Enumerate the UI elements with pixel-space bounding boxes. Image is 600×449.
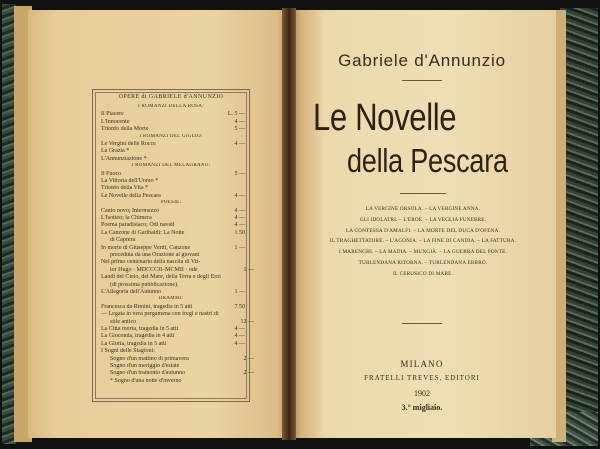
- works-list-item: [110, 378, 254, 384]
- works-item-price: L. 5 —: [227, 111, 245, 118]
- works-item-price: 4 —: [234, 215, 245, 221]
- works-item-price: 2 —: [243, 355, 254, 362]
- works-item-price: 1 —: [234, 289, 245, 295]
- works-item-title: La Vittoria dell'Uomo *: [101, 178, 159, 184]
- works-item-price: 4 —: [234, 207, 245, 214]
- works-section-heading: [96, 104, 246, 110]
- works-item-title: I ROMANZI DEL MELAGRANO:: [131, 163, 211, 169]
- works-item-price: 4 —: [234, 333, 245, 340]
- works-item-title: stile antico: [110, 318, 137, 325]
- works-list-item: [101, 333, 245, 339]
- imprint-year: 1902: [414, 389, 430, 398]
- works-section-heading: [96, 296, 246, 302]
- works-item-title: Nel primo centenario della nascita di Vit-: [101, 259, 201, 266]
- works-list-item: [101, 126, 245, 132]
- contents-line: LA CONTESSA D'AMALFI. – LA MORTE DEL DUCA D'OFENA.: [345, 227, 501, 234]
- works-list-item: [110, 267, 254, 273]
- contents-line: IL TRAGHETTATORE. – L'AGONIA. – LA FINE DI CANDIA. – LA FATTURA.: [329, 238, 517, 245]
- works-item-title: (di prossima pubblicazione).: [110, 281, 179, 288]
- works-item-title: POESIE:: [160, 200, 182, 206]
- works-list-item: [110, 319, 254, 325]
- works-list-item: [110, 237, 254, 243]
- works-list-item: [101, 156, 245, 162]
- works-item-title: La Gloria, tragedia in 5 atti: [101, 340, 167, 347]
- works-item-title: L'Annunziazione *: [101, 155, 147, 162]
- works-item-title: Sogno d'un meriggio d'estate: [110, 363, 180, 369]
- works-list-item: [101, 185, 245, 191]
- works-item-title: — Legata in vera pergamena con fregi e nastri di: [101, 311, 219, 318]
- works-list-item: [110, 282, 254, 288]
- works-item-title: DRAMMI:: [158, 296, 184, 302]
- works-list-item: [101, 148, 245, 154]
- works-item-title: tor Hugo · MDCCCII–MCMII · ode: [110, 266, 198, 273]
- title-line-2: della Pescara: [347, 142, 508, 179]
- works-list-item: [101, 193, 245, 199]
- works-list-item: [101, 311, 245, 317]
- title-rule: [400, 193, 446, 194]
- works-item-price: 5 —: [234, 170, 245, 177]
- works-list-item: [101, 348, 245, 354]
- works-list-item: [110, 252, 254, 258]
- author-name: Gabriele d'Annunzio: [338, 51, 506, 70]
- works-item-title: Le Novelle della Pescara: [101, 192, 161, 199]
- works-list-item: [101, 326, 245, 332]
- works-list-item: [101, 341, 245, 347]
- contents-line: LA VERGINE ORSOLA. – LA VERGINE ANNA.: [365, 206, 481, 212]
- works-item-price: 1 —: [234, 244, 245, 251]
- works-list-item: [110, 356, 254, 362]
- contents-rule: [402, 323, 442, 324]
- imprint-place: MILANO: [400, 359, 444, 369]
- works-list-item: [101, 230, 245, 236]
- works-item-price: 5 —: [234, 126, 245, 133]
- works-list-item: [101, 141, 245, 147]
- works-item-title: Sogno d'un tramonto d'autunno: [110, 370, 185, 377]
- works-list-item: [101, 304, 245, 310]
- works-item-title: I ROMANZI DEL GIGLIO:: [139, 133, 203, 139]
- contents-line: IL CERUSICO DI MARE.: [392, 270, 453, 277]
- works-item-title: I Sogni delle Stagioni:: [101, 348, 155, 355]
- works-item-title: Francesca da Rimini, tragedia in 5 atti: [101, 303, 193, 310]
- works-list-item: [101, 259, 245, 265]
- works-item-title: Canto novo; Intermezzo: [101, 207, 159, 214]
- contents-line: I MARENGHI. – LA MADIA. – MUNGIÀ. – LA GUERRA DEL PONTE.: [339, 249, 507, 256]
- works-item-title: Il Piacere: [101, 111, 124, 118]
- works-list-item: [101, 274, 245, 280]
- works-list-heading: OPERE di GABRIELE d'ANNUNZIO: [118, 94, 224, 100]
- works-item-title: L'Isottèo; la Chimera: [101, 215, 152, 221]
- works-item-title: di Caprera: [110, 237, 136, 244]
- works-section-heading: [96, 200, 246, 206]
- works-list-item: [101, 215, 245, 221]
- works-section-heading: [96, 134, 246, 140]
- works-item-title: Il Fuoco: [101, 170, 122, 177]
- works-list-item: [101, 111, 245, 117]
- works-item-price: 7 50: [234, 303, 245, 310]
- works-list-item: [101, 222, 245, 228]
- works-item-price: 2 —: [243, 370, 254, 377]
- works-item-price: 4 —: [234, 326, 245, 332]
- works-item-title: Le Vergini delle Rocce: [101, 141, 156, 147]
- works-item-title: La Città morta, tragedia in 5 atti: [101, 326, 179, 332]
- author-rule: [402, 80, 442, 81]
- works-item-title: Trionfo della Morte: [101, 126, 149, 133]
- works-item-price: 12 —: [240, 318, 254, 325]
- works-item-title: I ROMANZI DELLA ROSA:: [138, 104, 204, 109]
- works-list-item: [110, 370, 254, 376]
- imprint-publisher: FRATELLI TREVES, EDITORI: [364, 374, 480, 382]
- works-list-item: [101, 171, 245, 177]
- works-item-title: preceduta da una Orazione al giovani: [110, 252, 200, 258]
- edition-note: 3.° migliaio.: [401, 403, 443, 412]
- works-item-title: La Grazia *: [101, 148, 130, 155]
- works-item-title: Sogno d'un mattino di primavera: [110, 355, 189, 362]
- works-item-price: 1 50: [234, 229, 245, 236]
- works-item-title: La Canzone di Garibaldi: La Notte: [101, 229, 185, 236]
- works-list-item: [101, 119, 245, 125]
- works-item-title: L'Innocente: [101, 118, 130, 125]
- contents-line: TURLENDANA RITORNA. – TURLENDANA EBBRO.: [358, 260, 488, 266]
- works-item-price: 1 —: [243, 266, 254, 273]
- works-item-title: In morte di Giuseppe Verdi, Canzone: [101, 244, 191, 251]
- works-item-price: 4 —: [234, 141, 245, 147]
- works-item-price: 4 —: [234, 340, 245, 347]
- works-list-item: [101, 178, 245, 184]
- works-item-title: La Gioconda, tragedia in 4 atti: [101, 333, 175, 340]
- works-list-item: [101, 208, 245, 214]
- works-list-item: [110, 363, 254, 369]
- works-item-price: 4 —: [234, 118, 245, 125]
- works-list-item: [101, 245, 245, 251]
- works-item-title: Poema paradisiaco; Odi navali: [101, 222, 175, 229]
- works-list-item: [101, 289, 245, 295]
- works-item-title: * Sogno d'una notte d'inverno: [110, 377, 182, 384]
- contents-line: GLI IDOLATRI. – L'EROE. – LA VEGLIA FUNEBRE.: [359, 216, 487, 223]
- works-section-heading: [96, 163, 246, 169]
- works-item-title: L'Allegoria dell'Autunno: [101, 289, 161, 295]
- works-item-title: Trionfo della Vita *: [101, 185, 149, 192]
- title-line-1: Le Novelle: [313, 97, 457, 139]
- works-item-price: 4 —: [234, 192, 245, 199]
- works-item-price: 4 —: [234, 222, 245, 229]
- works-item-title: Laudi del Cielo, del Mare, della Terra e degli Eroi: [101, 274, 221, 281]
